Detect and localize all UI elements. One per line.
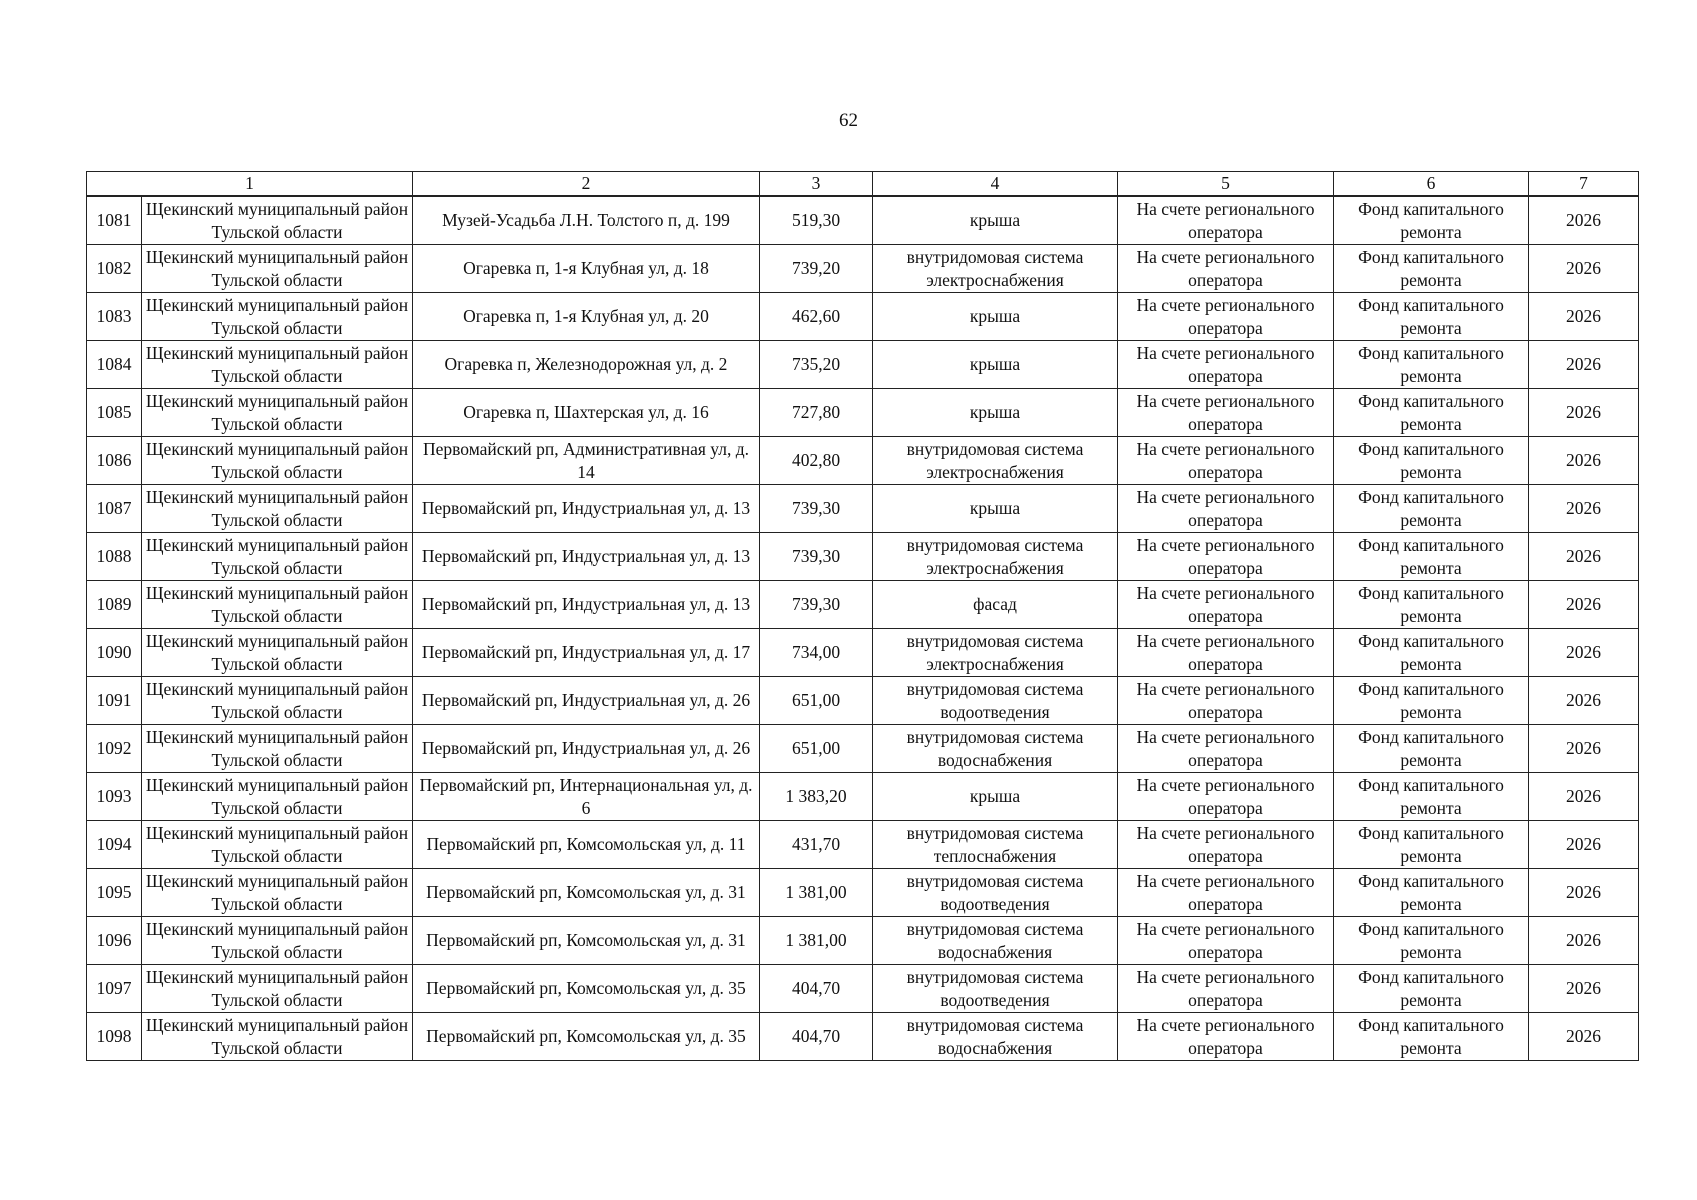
- work-type-cell: внутридомовая система водоотведения: [873, 965, 1118, 1013]
- row-number-cell: 1094: [87, 821, 142, 869]
- address-cell: Первомайский рп, Индустриальная ул, д. 13: [413, 581, 760, 629]
- address-cell: Музей-Усадьба Л.Н. Толстого п, д. 199: [413, 196, 760, 245]
- table-row: [87, 965, 1639, 1013]
- work-type-cell: внутридомовая система электроснабжения: [873, 437, 1118, 485]
- table-row: [87, 1013, 1639, 1061]
- row-number-cell: 1092: [87, 725, 142, 773]
- area-cell: 739,30: [760, 581, 873, 629]
- account-method-cell: На счете регионального оператора: [1118, 581, 1334, 629]
- address-cell: Огаревка п, Железнодорожная ул, д. 2: [413, 341, 760, 389]
- work-type-cell: крыша: [873, 293, 1118, 341]
- account-method-cell: На счете регионального оператора: [1118, 196, 1334, 245]
- area-cell: 651,00: [760, 725, 873, 773]
- account-method-cell: На счете регионального оператора: [1118, 869, 1334, 917]
- account-method-cell: На счете регионального оператора: [1118, 341, 1334, 389]
- address-cell: Первомайский рп, Комсомольская ул, д. 35: [413, 965, 760, 1013]
- funding-source-cell: Фонд капитального ремонта: [1334, 965, 1529, 1013]
- municipality-cell: Щекинский муниципальный район Тульской области: [142, 293, 413, 341]
- table-row: [87, 437, 1639, 485]
- address-cell: Первомайский рп, Индустриальная ул, д. 17: [413, 629, 760, 677]
- account-method-cell: На счете регионального оператора: [1118, 629, 1334, 677]
- work-type-cell: крыша: [873, 196, 1118, 245]
- table-row: [87, 821, 1639, 869]
- area-cell: 727,80: [760, 389, 873, 437]
- year-cell: 2026: [1529, 196, 1639, 245]
- year-cell: 2026: [1529, 869, 1639, 917]
- account-method-cell: На счете регионального оператора: [1118, 1013, 1334, 1061]
- funding-source-cell: Фонд капитального ремонта: [1334, 821, 1529, 869]
- work-type-cell: крыша: [873, 341, 1118, 389]
- column-header: 7: [1529, 172, 1639, 197]
- account-method-cell: На счете регионального оператора: [1118, 437, 1334, 485]
- account-method-cell: На счете регионального оператора: [1118, 245, 1334, 293]
- table-row: [87, 533, 1639, 581]
- municipality-cell: Щекинский муниципальный район Тульской области: [142, 965, 413, 1013]
- header-row: [87, 172, 1639, 197]
- address-cell: Первомайский рп, Интернациональная ул, д. 6: [413, 773, 760, 821]
- row-number-cell: 1088: [87, 533, 142, 581]
- funding-source-cell: Фонд капитального ремонта: [1334, 677, 1529, 725]
- work-type-cell: внутридомовая система теплоснабжения: [873, 821, 1118, 869]
- area-cell: 1 381,00: [760, 917, 873, 965]
- row-number-cell: 1091: [87, 677, 142, 725]
- table-row: [87, 341, 1639, 389]
- account-method-cell: На счете регионального оператора: [1118, 917, 1334, 965]
- column-header: 1: [87, 172, 413, 197]
- row-number-cell: 1087: [87, 485, 142, 533]
- area-cell: 431,70: [760, 821, 873, 869]
- area-cell: 1 381,00: [760, 869, 873, 917]
- funding-source-cell: Фонд капитального ремонта: [1334, 293, 1529, 341]
- row-number-cell: 1084: [87, 341, 142, 389]
- address-cell: Первомайский рп, Комсомольская ул, д. 35: [413, 1013, 760, 1061]
- work-type-cell: крыша: [873, 485, 1118, 533]
- year-cell: 2026: [1529, 629, 1639, 677]
- account-method-cell: На счете регионального оператора: [1118, 821, 1334, 869]
- table-row: [87, 677, 1639, 725]
- account-method-cell: На счете регионального оператора: [1118, 965, 1334, 1013]
- table-body: [87, 196, 1639, 1061]
- work-type-cell: внутридомовая система водоснабжения: [873, 917, 1118, 965]
- address-cell: Первомайский рп, Индустриальная ул, д. 13: [413, 533, 760, 581]
- account-method-cell: На счете регионального оператора: [1118, 293, 1334, 341]
- row-number-cell: 1082: [87, 245, 142, 293]
- year-cell: 2026: [1529, 485, 1639, 533]
- column-header: 4: [873, 172, 1118, 197]
- municipality-cell: Щекинский муниципальный район Тульской области: [142, 917, 413, 965]
- address-cell: Первомайский рп, Административная ул, д. 14: [413, 437, 760, 485]
- funding-source-cell: Фонд капитального ремонта: [1334, 341, 1529, 389]
- year-cell: 2026: [1529, 1013, 1639, 1061]
- address-cell: Первомайский рп, Комсомольская ул, д. 31: [413, 869, 760, 917]
- column-header: 3: [760, 172, 873, 197]
- work-type-cell: внутридомовая система водоотведения: [873, 869, 1118, 917]
- area-cell: 735,20: [760, 341, 873, 389]
- municipality-cell: Щекинский муниципальный район Тульской области: [142, 245, 413, 293]
- table-row: [87, 581, 1639, 629]
- area-cell: 402,80: [760, 437, 873, 485]
- area-cell: 651,00: [760, 677, 873, 725]
- area-cell: 404,70: [760, 1013, 873, 1061]
- row-number-cell: 1093: [87, 773, 142, 821]
- municipality-cell: Щекинский муниципальный район Тульской области: [142, 821, 413, 869]
- work-type-cell: внутридомовая система электроснабжения: [873, 629, 1118, 677]
- funding-source-cell: Фонд капитального ремонта: [1334, 629, 1529, 677]
- municipality-cell: Щекинский муниципальный район Тульской области: [142, 581, 413, 629]
- municipality-cell: Щекинский муниципальный район Тульской области: [142, 629, 413, 677]
- row-number-cell: 1096: [87, 917, 142, 965]
- table-row: [87, 725, 1639, 773]
- funding-source-cell: Фонд капитального ремонта: [1334, 1013, 1529, 1061]
- table-row: [87, 917, 1639, 965]
- account-method-cell: На счете регионального оператора: [1118, 773, 1334, 821]
- area-cell: 739,30: [760, 485, 873, 533]
- year-cell: 2026: [1529, 341, 1639, 389]
- row-number-cell: 1081: [87, 196, 142, 245]
- municipality-cell: Щекинский муниципальный район Тульской области: [142, 196, 413, 245]
- address-cell: Огаревка п, 1-я Клубная ул, д. 18: [413, 245, 760, 293]
- row-number-cell: 1085: [87, 389, 142, 437]
- area-cell: 739,20: [760, 245, 873, 293]
- year-cell: 2026: [1529, 965, 1639, 1013]
- row-number-cell: 1089: [87, 581, 142, 629]
- funding-source-cell: Фонд капитального ремонта: [1334, 245, 1529, 293]
- address-cell: Первомайский рп, Индустриальная ул, д. 26: [413, 677, 760, 725]
- municipality-cell: Щекинский муниципальный район Тульской области: [142, 1013, 413, 1061]
- table-row: [87, 629, 1639, 677]
- funding-source-cell: Фонд капитального ремонта: [1334, 581, 1529, 629]
- column-header: 2: [413, 172, 760, 197]
- account-method-cell: На счете регионального оператора: [1118, 485, 1334, 533]
- municipality-cell: Щекинский муниципальный район Тульской области: [142, 341, 413, 389]
- work-type-cell: крыша: [873, 773, 1118, 821]
- area-cell: 462,60: [760, 293, 873, 341]
- area-cell: 404,70: [760, 965, 873, 1013]
- row-number-cell: 1098: [87, 1013, 142, 1061]
- year-cell: 2026: [1529, 293, 1639, 341]
- year-cell: 2026: [1529, 245, 1639, 293]
- work-type-cell: крыша: [873, 389, 1118, 437]
- capital-repair-table: [86, 171, 1639, 1061]
- area-cell: 739,30: [760, 533, 873, 581]
- funding-source-cell: Фонд капитального ремонта: [1334, 533, 1529, 581]
- address-cell: Огаревка п, 1-я Клубная ул, д. 20: [413, 293, 760, 341]
- year-cell: 2026: [1529, 821, 1639, 869]
- account-method-cell: На счете регионального оператора: [1118, 725, 1334, 773]
- municipality-cell: Щекинский муниципальный район Тульской области: [142, 773, 413, 821]
- work-type-cell: внутридомовая система электроснабжения: [873, 245, 1118, 293]
- row-number-cell: 1083: [87, 293, 142, 341]
- year-cell: 2026: [1529, 677, 1639, 725]
- funding-source-cell: Фонд капитального ремонта: [1334, 389, 1529, 437]
- row-number-cell: 1095: [87, 869, 142, 917]
- municipality-cell: Щекинский муниципальный район Тульской области: [142, 485, 413, 533]
- funding-source-cell: Фонд капитального ремонта: [1334, 869, 1529, 917]
- funding-source-cell: Фонд капитального ремонта: [1334, 196, 1529, 245]
- funding-source-cell: Фонд капитального ремонта: [1334, 437, 1529, 485]
- municipality-cell: Щекинский муниципальный район Тульской области: [142, 677, 413, 725]
- table-row: [87, 773, 1639, 821]
- table-row: [87, 869, 1639, 917]
- municipality-cell: Щекинский муниципальный район Тульской области: [142, 389, 413, 437]
- column-header: 6: [1334, 172, 1529, 197]
- table-row: [87, 293, 1639, 341]
- year-cell: 2026: [1529, 773, 1639, 821]
- row-number-cell: 1090: [87, 629, 142, 677]
- area-cell: 734,00: [760, 629, 873, 677]
- municipality-cell: Щекинский муниципальный район Тульской области: [142, 437, 413, 485]
- year-cell: 2026: [1529, 533, 1639, 581]
- account-method-cell: На счете регионального оператора: [1118, 677, 1334, 725]
- area-cell: 519,30: [760, 196, 873, 245]
- address-cell: Первомайский рп, Индустриальная ул, д. 13: [413, 485, 760, 533]
- address-cell: Первомайский рп, Комсомольская ул, д. 11: [413, 821, 760, 869]
- work-type-cell: внутридомовая система водоснабжения: [873, 725, 1118, 773]
- table-row: [87, 245, 1639, 293]
- funding-source-cell: Фонд капитального ремонта: [1334, 725, 1529, 773]
- year-cell: 2026: [1529, 389, 1639, 437]
- year-cell: 2026: [1529, 437, 1639, 485]
- year-cell: 2026: [1529, 725, 1639, 773]
- municipality-cell: Щекинский муниципальный район Тульской области: [142, 533, 413, 581]
- municipality-cell: Щекинский муниципальный район Тульской области: [142, 725, 413, 773]
- table-row: [87, 485, 1639, 533]
- work-type-cell: фасад: [873, 581, 1118, 629]
- account-method-cell: На счете регионального оператора: [1118, 533, 1334, 581]
- year-cell: 2026: [1529, 917, 1639, 965]
- work-type-cell: внутридомовая система электроснабжения: [873, 533, 1118, 581]
- municipality-cell: Щекинский муниципальный район Тульской области: [142, 869, 413, 917]
- address-cell: Первомайский рп, Комсомольская ул, д. 31: [413, 917, 760, 965]
- column-header: 5: [1118, 172, 1334, 197]
- year-cell: 2026: [1529, 581, 1639, 629]
- area-cell: 1 383,20: [760, 773, 873, 821]
- work-type-cell: внутридомовая система водоотведения: [873, 677, 1118, 725]
- account-method-cell: На счете регионального оператора: [1118, 389, 1334, 437]
- row-number-cell: 1097: [87, 965, 142, 1013]
- funding-source-cell: Фонд капитального ремонта: [1334, 917, 1529, 965]
- table-row: [87, 196, 1639, 245]
- funding-source-cell: Фонд капитального ремонта: [1334, 485, 1529, 533]
- address-cell: Огаревка п, Шахтерская ул, д. 16: [413, 389, 760, 437]
- work-type-cell: внутридомовая система водоснабжения: [873, 1013, 1118, 1061]
- address-cell: Первомайский рп, Индустриальная ул, д. 26: [413, 725, 760, 773]
- table-row: [87, 389, 1639, 437]
- row-number-cell: 1086: [87, 437, 142, 485]
- funding-source-cell: Фонд капитального ремонта: [1334, 773, 1529, 821]
- page-number: 62: [839, 110, 858, 131]
